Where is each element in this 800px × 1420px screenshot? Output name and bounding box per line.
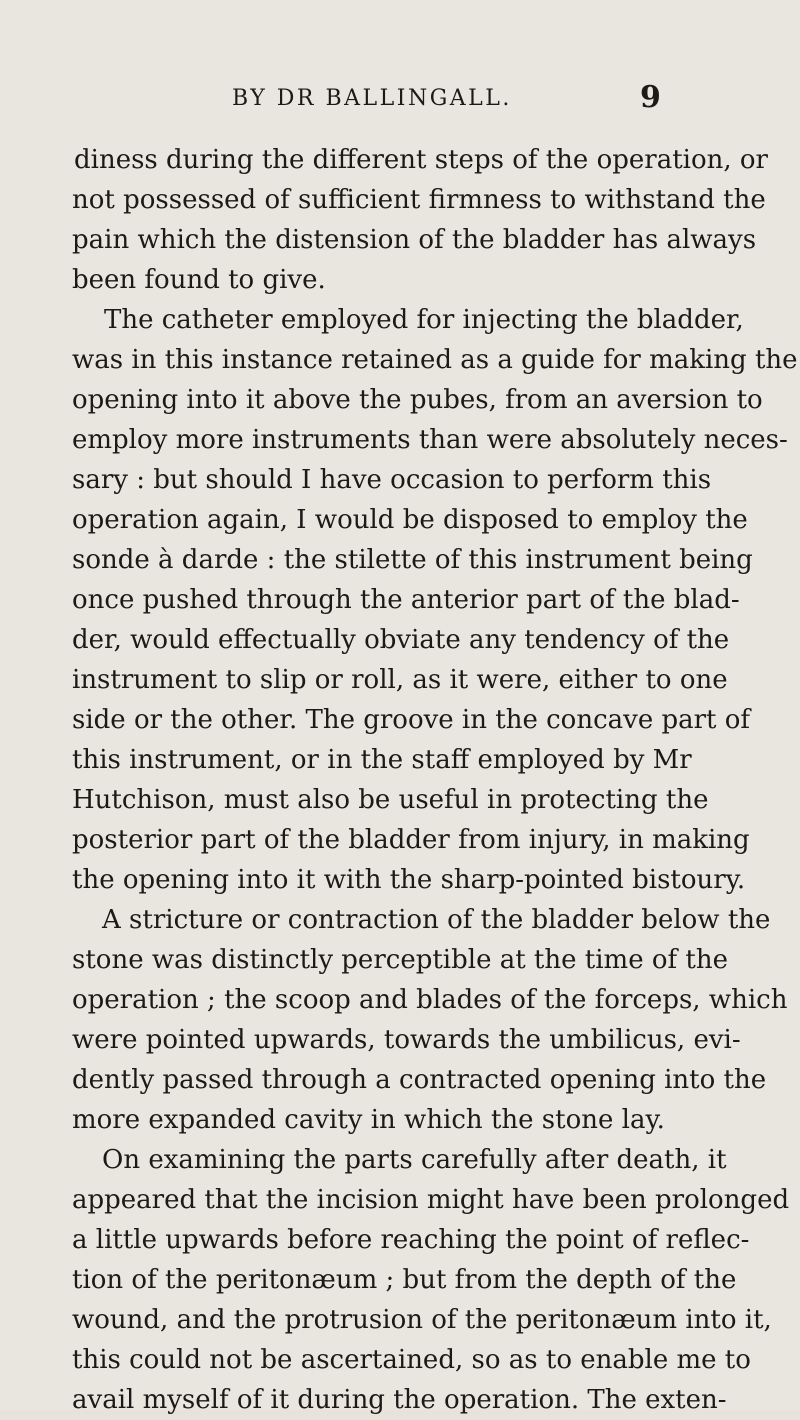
text-line: sary : but should I have occasion to perform this: [72, 465, 712, 495]
running-head: [0, 80, 800, 126]
running-title: BY DR BALLINGALL.: [232, 86, 512, 111]
text-line: opening into it above the pubes, from an aversion to: [72, 385, 763, 415]
text-line: operation ; the scoop and blades of the forceps, which: [72, 985, 788, 1015]
text-line: been found to give.: [72, 265, 326, 295]
text-line: once pushed through the anterior part of the blad-: [72, 585, 740, 615]
text-line: pain which the distension of the bladder has always: [72, 225, 757, 255]
text-line: der, would effectually obviate any tendency of the: [72, 625, 730, 655]
text-line: Hutchison, must also be useful in protecting the: [72, 785, 709, 815]
text-line: side or the other. The groove in the concave part of: [72, 705, 751, 735]
text-line: employ more instruments than were absolutely neces-: [72, 425, 788, 455]
text-line: this could not be ascertained, so as to enable me to: [72, 1345, 751, 1375]
text-line: On examining the parts carefully after death, it: [102, 1145, 727, 1175]
text-line: tion of the peritonæum ; but from the depth of the: [72, 1265, 737, 1295]
text-line: the opening into it with the sharp-pointed bistoury.: [72, 865, 746, 895]
text-line: were pointed upwards, towards the umbilicus, evi-: [72, 1025, 741, 1055]
text-line: more expanded cavity in which the stone lay.: [72, 1105, 665, 1135]
page-number: 9: [640, 80, 661, 115]
text-line: A stricture or contraction of the bladder below the: [102, 905, 771, 935]
text-line: stone was distinctly perceptible at the time of the: [72, 945, 728, 975]
text-line: sonde à darde : the stilette of this instrument being: [72, 545, 753, 575]
text-line: The catheter employed for injecting the bladder,: [104, 305, 744, 335]
text-line: appeared that the incision might have been prolonged: [72, 1185, 790, 1215]
text-line: posterior part of the bladder from injury, in making: [72, 825, 750, 855]
text-line: dently passed through a contracted opening into the: [72, 1065, 767, 1095]
text-line: instrument to slip or roll, as it were, either to one: [72, 665, 728, 695]
text-line: diness during the different steps of the operation, or: [74, 145, 768, 175]
text-line: a little upwards before reaching the point of reflec-: [72, 1225, 750, 1255]
text-line: this instrument, or in the staff employed by Mr: [72, 745, 692, 775]
text-line: operation again, I would be disposed to employ the: [72, 505, 748, 535]
text-line: wound, and the protrusion of the peritonæum into it,: [72, 1305, 772, 1335]
text-line: not possessed of sufficient firmness to withstand the: [72, 185, 766, 215]
text-line: was in this instance retained as a guide for making the: [72, 345, 798, 375]
text-line: avail myself of it during the operation. The exten-: [72, 1385, 727, 1415]
